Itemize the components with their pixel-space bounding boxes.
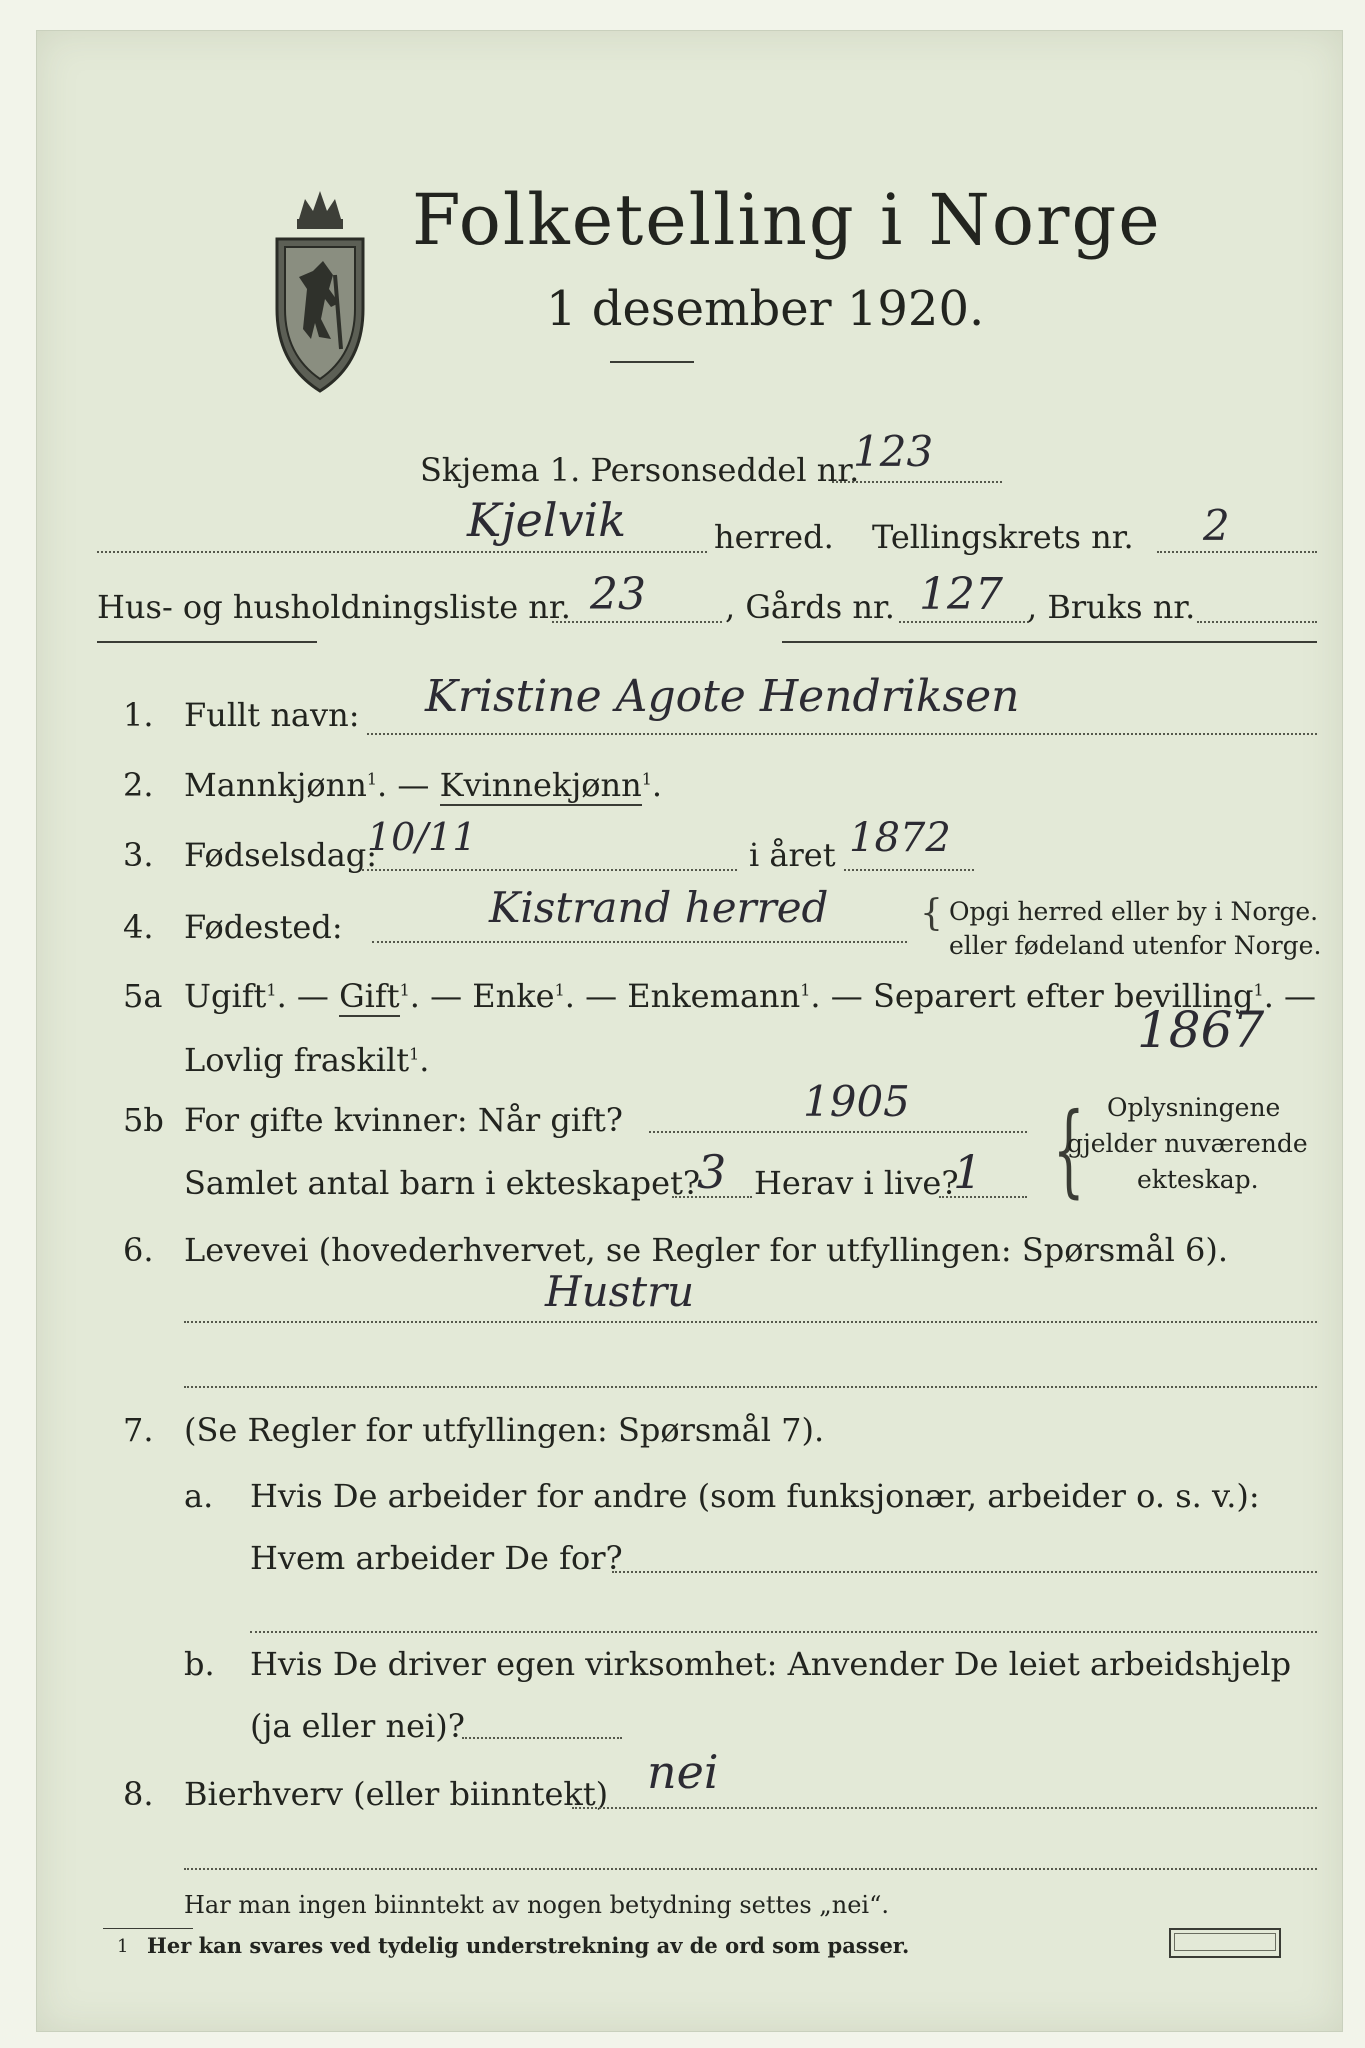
q3-dots: [362, 869, 737, 871]
q3-number: 3.: [123, 836, 154, 874]
q3-label: Fødselsdag:: [184, 836, 378, 874]
form-title: Folketelling i Norge: [412, 179, 1162, 261]
q7b-question: (ja eller nei)?: [250, 1707, 465, 1745]
herred-label: herred.: [714, 518, 834, 556]
side-income-value: nei: [647, 1745, 719, 1799]
hus-value: 23: [590, 569, 646, 620]
herred-dots: [97, 551, 707, 553]
q1-dots: [367, 733, 1317, 735]
birth-day-value: 10/11: [367, 815, 477, 859]
q1-number: 1.: [123, 696, 154, 734]
krets-dots: [1157, 551, 1317, 553]
q8-label: Bierhverv (eller biinntekt): [184, 1775, 609, 1813]
full-name-value: Kristine Agote Hendriksen: [425, 671, 1020, 722]
section-rule-right: [782, 641, 1317, 643]
bruks-label: , Bruks nr.: [1027, 588, 1196, 626]
gender-male: Mannkjønn: [184, 766, 367, 804]
q4-dots: [372, 941, 907, 943]
q7a-question: Hvem arbeider De for?: [250, 1539, 623, 1577]
q5b-label: For gifte kvinner: Når gift?: [184, 1101, 623, 1139]
census-date: 1 desember 1920.: [546, 281, 985, 337]
census-form: [36, 30, 1343, 2032]
q4-note-1: Opgi herred eller by i Norge.: [949, 897, 1319, 926]
q5b-note-2: gjelder nuværende: [1067, 1129, 1308, 1158]
alive-label: Herav i live?: [754, 1164, 959, 1202]
q8-number: 8.: [123, 1775, 154, 1813]
footer-note: Har man ingen biinntekt av nogen betydning settes „nei“.: [184, 1891, 889, 1919]
q7a-dots-1: [612, 1571, 1317, 1573]
q4-brace: {: [920, 893, 943, 934]
marital-ugift: Ugift: [184, 977, 267, 1015]
q7b-dots: [462, 1737, 622, 1739]
birthplace-value: Kistrand herred: [489, 883, 829, 932]
q5b-number: 5b: [123, 1101, 164, 1139]
q1-label: Fullt navn:: [184, 696, 360, 734]
children-value: 3: [697, 1145, 727, 1199]
q7a-number: a.: [184, 1477, 214, 1515]
coat-of-arms-icon: [269, 179, 371, 399]
schema-dots: [832, 481, 1002, 483]
q4-label: Fødested:: [184, 908, 343, 946]
q5b-note-3: ekteskap.: [1137, 1165, 1259, 1194]
footnote-rule: [103, 1928, 193, 1929]
title-divider: [610, 361, 694, 363]
marital-fraskilt-label: Lovlig fraskilt: [184, 1041, 410, 1079]
q6-dots-2: [184, 1386, 1317, 1388]
q8-dots-2: [184, 1868, 1317, 1870]
q7-label: (Se Regler for utfyllingen: Spørsmål 7).: [184, 1411, 825, 1449]
krets-label: Tellingskrets nr.: [872, 518, 1134, 556]
q4-number: 4.: [123, 908, 154, 946]
personseddel-number: 123: [853, 427, 934, 476]
marital-options: Ugift$^1$. — Gift$^1$. — Enke$^1$. — Enkemann$^1$. — Separert efter bevilling$^1$. —: [184, 977, 1317, 1015]
q5b-brace: {: [1052, 1091, 1085, 1208]
bruks-dots: [1197, 621, 1317, 623]
marital-enke: Enke: [472, 977, 555, 1015]
q5b-dots: [649, 1131, 1027, 1133]
q7-number: 7.: [123, 1411, 154, 1449]
alive-value: 1: [953, 1145, 983, 1199]
footnote-text: Her kan svares ved tydelig understrekning av de ord som passer.: [147, 1933, 910, 1958]
marital-enkemann: Enkemann: [627, 977, 801, 1015]
margin-annotation: 1867: [1137, 1001, 1265, 1059]
children-dots: [672, 1196, 752, 1198]
q8-dots-1: [572, 1807, 1317, 1809]
gender-separator: —: [397, 766, 430, 804]
q7a-text: Hvis De arbeider for andre (som funksjonær, arbeider o. s. v.):: [250, 1477, 1260, 1515]
q4-note-2: eller fødeland utenfor Norge.: [949, 931, 1322, 960]
gards-dots: [899, 621, 1029, 623]
krets-value: 2: [1203, 501, 1230, 550]
hus-label: Hus- og husholdningsliste nr.: [97, 588, 571, 626]
q5a-number: 5a: [123, 977, 163, 1015]
q7b-text: Hvis De driver egen virksomhet: Anvender De leiet arbeidshjelp: [250, 1645, 1292, 1683]
q6-label: Levevei (hovederhvervet, se Regler for utfyllingen: Spørsmål 6).: [184, 1231, 1229, 1269]
hus-dots: [552, 621, 722, 623]
gards-label: , Gårds nr.: [725, 588, 895, 626]
gards-value: 127: [919, 569, 1003, 620]
children-label: Samlet antal barn i ekteskapet?: [184, 1164, 701, 1202]
year-dots: [844, 869, 974, 871]
printer-stamp: [1169, 1928, 1281, 1958]
q6-number: 6.: [123, 1231, 154, 1269]
marital-gift: Gift: [339, 977, 400, 1015]
birth-year-value: 1872: [849, 815, 951, 861]
q6-dots-1: [184, 1321, 1317, 1323]
schema-label: Skjema 1. Personseddel nr.: [420, 451, 860, 489]
occupation-value: Hustru: [545, 1267, 695, 1316]
marital-fraskilt: Lovlig fraskilt$^1$.: [184, 1041, 430, 1079]
herred-value: Kjelvik: [467, 493, 627, 547]
q7b-number: b.: [184, 1645, 215, 1683]
footnote-number: 1: [117, 1936, 129, 1957]
q5b-note-1: Oplysningene: [1107, 1093, 1281, 1122]
q7a-dots-2: [250, 1631, 1317, 1633]
married-year-value: 1905: [803, 1077, 910, 1126]
section-rule-left: [97, 641, 317, 643]
gender-female: Kvinnekjønn: [439, 766, 642, 804]
gender-options: Mannkjønn$^1$. — Kvinnekjønn$^1$.: [184, 766, 663, 804]
year-label: i året: [749, 836, 836, 874]
q2-number: 2.: [123, 766, 154, 804]
marital-separert: Separert efter bevilling: [872, 977, 1254, 1015]
